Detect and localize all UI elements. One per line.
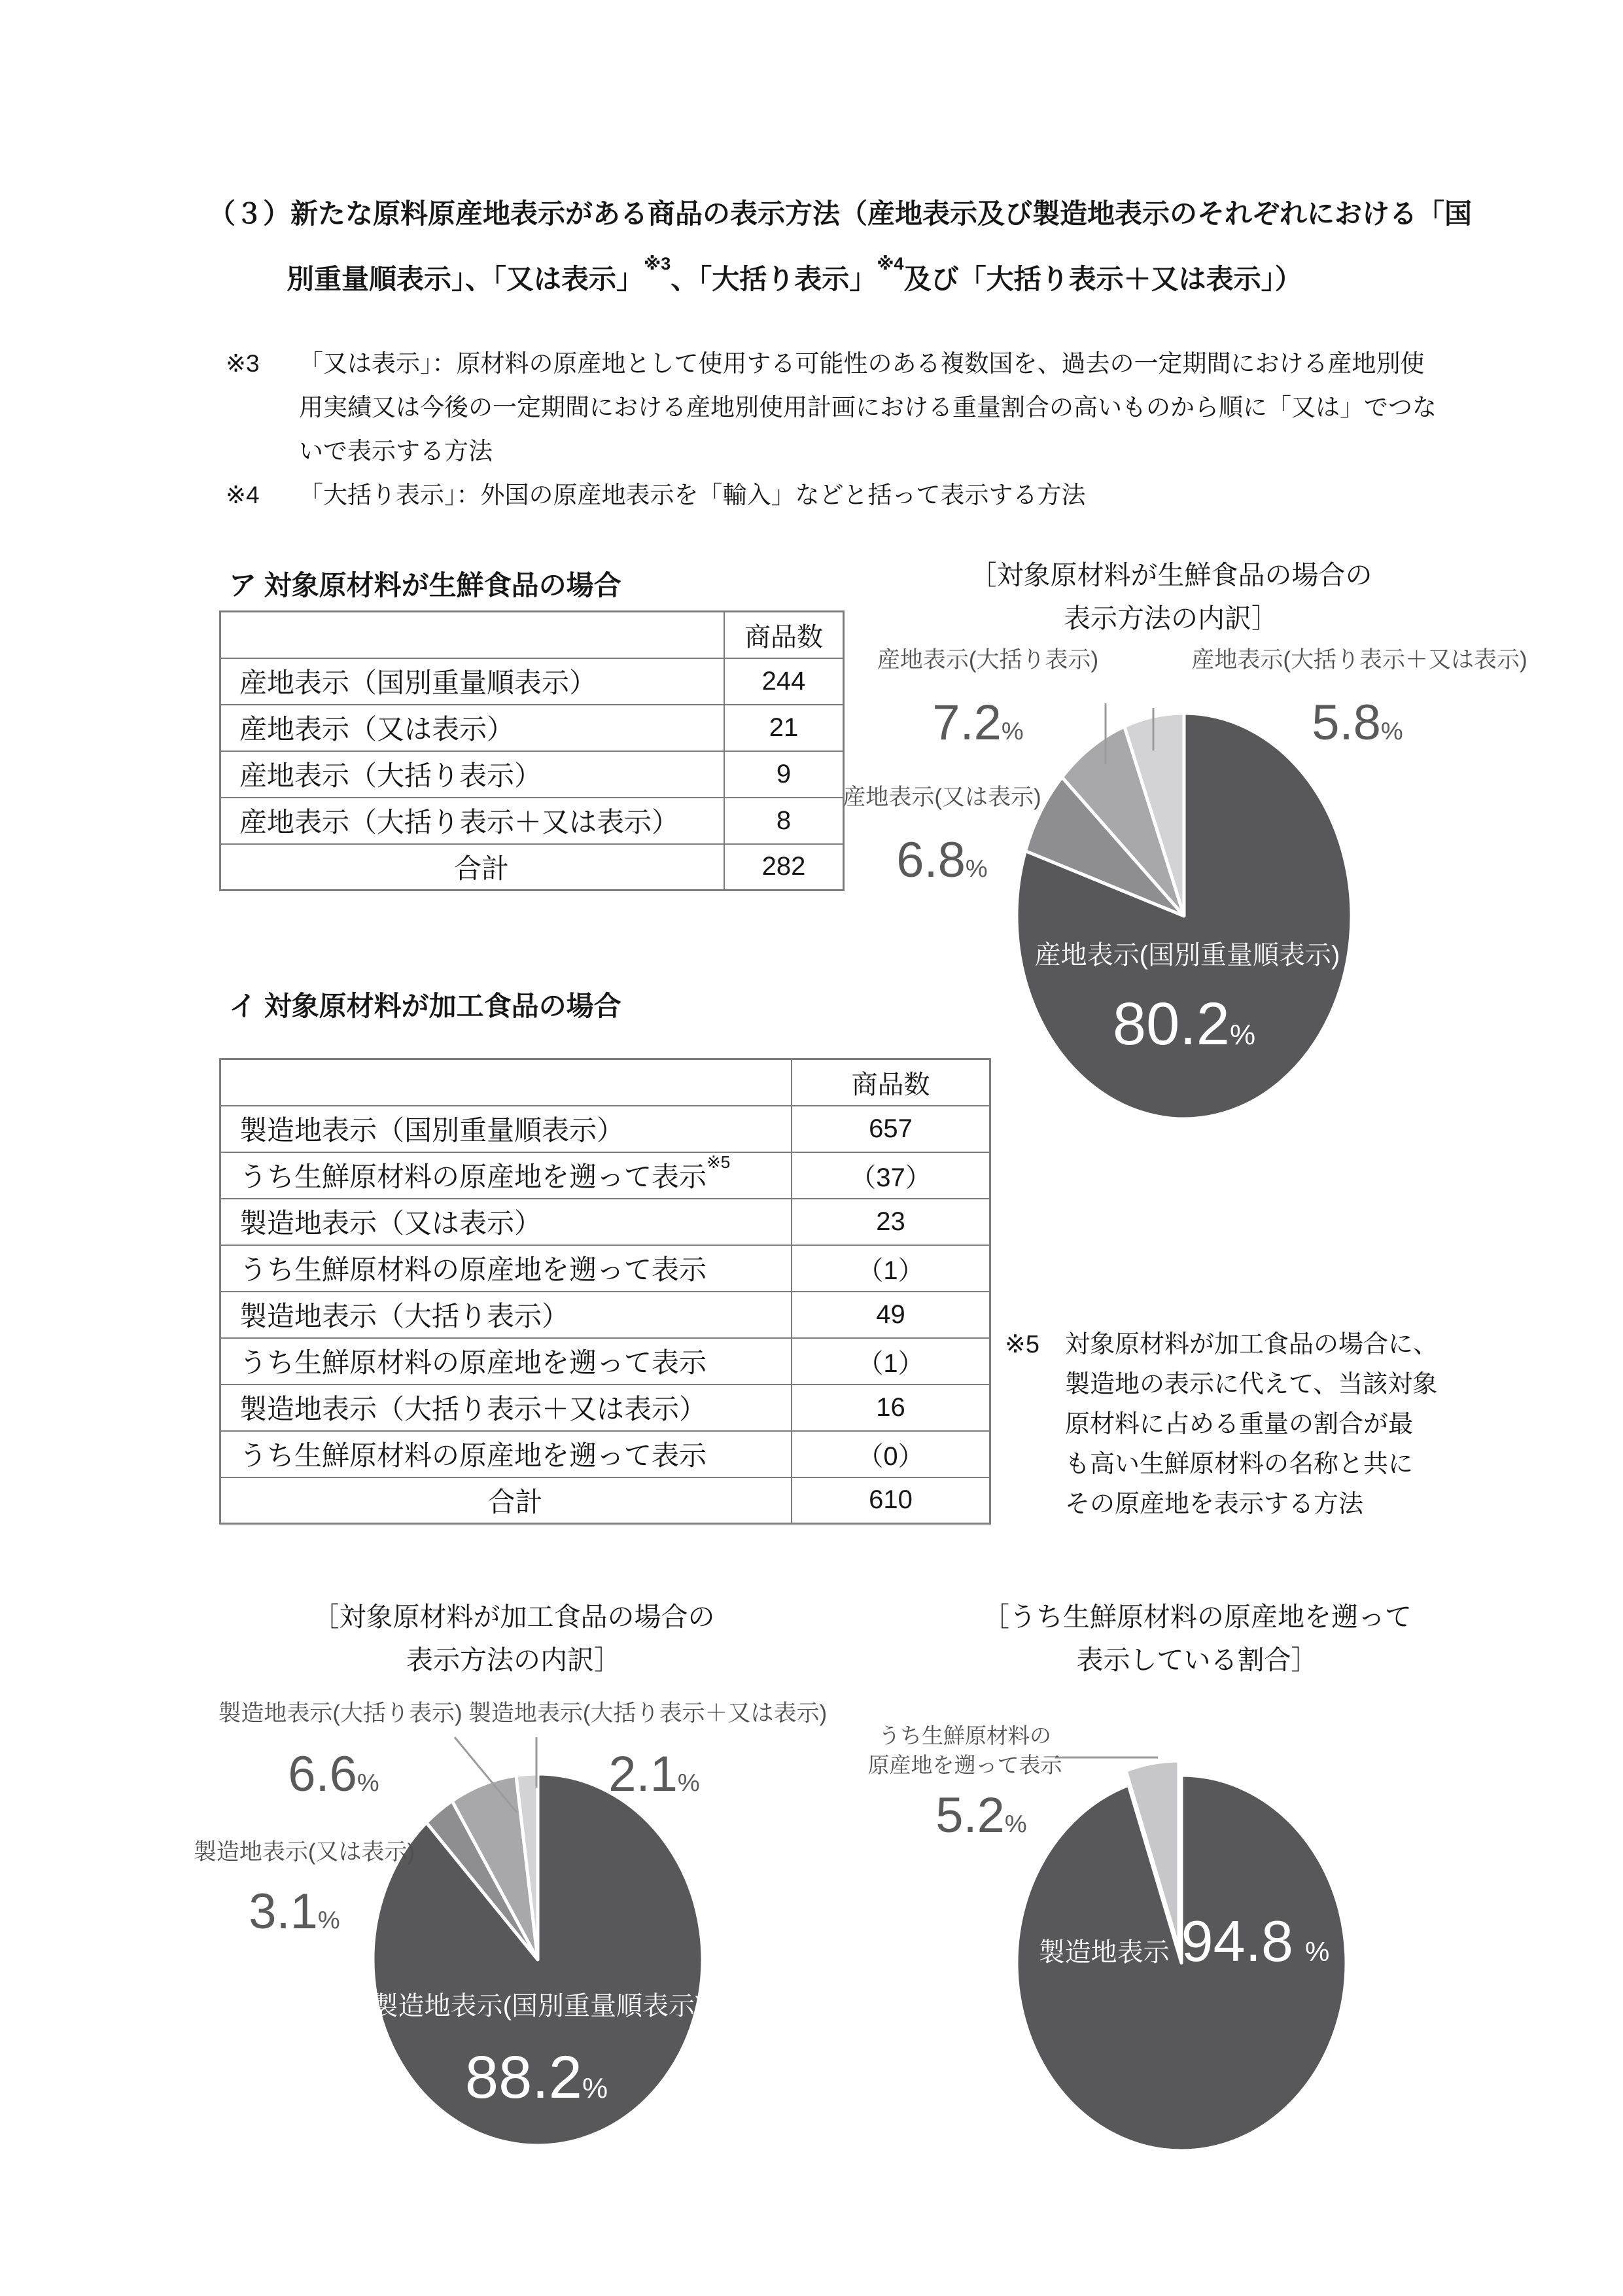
processed-row-label: うち生鮮原材料の原産地を遡って表示$^{※5}$ bbox=[220, 1152, 792, 1199]
slice-value-main: 製造地表示 94.8 % bbox=[1038, 1909, 1330, 1973]
fresh-row-value: 8 bbox=[724, 798, 844, 844]
footnotes-block bbox=[226, 342, 1456, 517]
slice-value-traceback: 5.2% bbox=[935, 1788, 1027, 1843]
processed-total-label: 合計 bbox=[220, 1477, 792, 1524]
processed-header-count: 商品数 bbox=[792, 1059, 990, 1106]
table-row bbox=[220, 658, 844, 705]
slice-label-okuri: 製造地表示(大括り表示) bbox=[218, 1701, 462, 1726]
slice-value-mata: 6.8% bbox=[896, 832, 988, 888]
processed-table bbox=[219, 1058, 991, 1525]
slice-value-okuri: 6.6% bbox=[288, 1746, 379, 1802]
title-footnote4-ref: ※4 bbox=[877, 254, 904, 274]
slice-value-main: 80.2% bbox=[1112, 991, 1256, 1057]
processed-row-label: 製造地表示（国別重量順表示） bbox=[220, 1106, 792, 1152]
fresh-row-label: 産地表示（大括り表示＋又は表示） bbox=[220, 798, 725, 844]
footnote-3-text: 「又は表示」：原材料の原産地として使用する可能性のある複数国を、過去の一定期間における産地別使 用実績又は今後の一定期間における産地別使用計画における重量割合の高いものから順に「又は」でつな いで表示する方法 bbox=[299, 350, 1437, 465]
processed-total-value: 610 bbox=[792, 1477, 990, 1524]
processed-row-label: うち生鮮原材料の原産地を遡って表示 bbox=[220, 1245, 792, 1292]
processed-row-value: 16 bbox=[792, 1385, 990, 1431]
slice-label-okuri-mata: 産地表示(大括り表示＋又は表示) bbox=[1191, 647, 1527, 673]
fresh-total-label: 合計 bbox=[220, 844, 725, 891]
table-row bbox=[220, 798, 844, 844]
section-a-heading: ア 対象原材料が生鮮食品の場合 bbox=[229, 570, 621, 601]
fresh-row-value: 21 bbox=[724, 705, 844, 751]
fresh-row-label: 産地表示（国別重量順表示） bbox=[220, 658, 725, 705]
footnote-5-text: 対象原材料が加工食品の場合に、 製造地の表示に代えて、当該対象 原材料に占める重量の割合が最 も高い生鮮原材料の名称と共に その原産地を表示する方法 bbox=[1065, 1331, 1439, 1518]
slice-label-mata: 産地表示(又は表示) bbox=[843, 785, 1041, 810]
footnote-4-mark: ※4 bbox=[226, 482, 260, 508]
footnote-4-text: 「大括り表示」：外国の原産地表示を「輸入」などと括って表示する方法 bbox=[299, 482, 1086, 508]
processed-row-value: （1） bbox=[792, 1245, 990, 1292]
page-title bbox=[208, 200, 1516, 293]
processed-pie-title: ［対象原材料が加工食品の場合の 表示方法の内訳］ bbox=[312, 1602, 715, 1675]
slice-label-mata: 製造地表示(又は表示) bbox=[193, 1839, 415, 1865]
table-total-row bbox=[220, 1477, 990, 1524]
table-row bbox=[220, 1199, 990, 1245]
processed-row-label: 製造地表示（大括り表示） bbox=[220, 1292, 792, 1338]
fresh-table bbox=[219, 610, 845, 891]
fresh-row-value: 9 bbox=[724, 751, 844, 798]
processed-row-value: （0） bbox=[792, 1431, 990, 1477]
fresh-total-value: 282 bbox=[724, 844, 844, 891]
table-row bbox=[220, 1385, 990, 1431]
slice-value-okuri-mata: 2.1% bbox=[608, 1746, 700, 1802]
footnote-5-mark: ※5 bbox=[1005, 1331, 1039, 1358]
page-title-line1: （３）新たな原料原産地表示がある商品の表示方法（産地表示及び製造地表示のそれぞれにおける「国 bbox=[208, 198, 1473, 229]
processed-row-value: （37） bbox=[792, 1152, 990, 1199]
traceback-pie-title: ［うち生鮮原材料の原産地を遡って 表示している割合］ bbox=[983, 1602, 1412, 1675]
table-row bbox=[220, 1152, 990, 1199]
slice-value-okuri-mata: 5.8% bbox=[1312, 695, 1403, 751]
processed-pie-chart bbox=[118, 1597, 955, 2199]
footnote-3-mark: ※3 bbox=[226, 350, 260, 377]
footnote-5 bbox=[1005, 1325, 1502, 1525]
table-row bbox=[220, 1245, 990, 1292]
table-row bbox=[220, 1431, 990, 1477]
slice-value-okuri: 7.2% bbox=[932, 695, 1024, 751]
table-row bbox=[220, 612, 844, 658]
table-row bbox=[220, 1106, 990, 1152]
slice-label-main: 産地表示(国別重量順表示) bbox=[1034, 941, 1340, 970]
footnote5-ref: ※5 bbox=[707, 1152, 731, 1172]
processed-row-label: うち生鮮原材料の原産地を遡って表示 bbox=[220, 1431, 792, 1477]
fresh-row-label: 産地表示（又は表示） bbox=[220, 705, 725, 751]
processed-row-label: うち生鮮原材料の原産地を遡って表示 bbox=[220, 1338, 792, 1385]
processed-row-value: 23 bbox=[792, 1199, 990, 1245]
traceback-pie-chart bbox=[867, 1597, 1609, 2199]
processed-row-label: 製造地表示（又は表示） bbox=[220, 1199, 792, 1245]
fresh-row-value: 244 bbox=[724, 658, 844, 705]
footnote-3 bbox=[226, 342, 1456, 473]
fresh-header-count: 商品数 bbox=[724, 612, 844, 658]
table-row bbox=[220, 1292, 990, 1338]
table-total-row bbox=[220, 844, 844, 891]
table-row bbox=[220, 751, 844, 798]
slice-label-traceback: うち生鮮原材料の 原産地を遡って表示 bbox=[867, 1723, 1062, 1777]
section-b-heading: イ 対象原材料が加工食品の場合 bbox=[229, 991, 621, 1021]
fresh-row-label: 産地表示（大括り表示） bbox=[220, 751, 725, 798]
traceback-pie-svg bbox=[877, 1597, 1609, 2199]
footnote-4 bbox=[226, 473, 1456, 517]
slice-value-mata: 3.1% bbox=[249, 1884, 340, 1939]
title-footnote3-ref: ※3 bbox=[644, 254, 671, 274]
page-title-line2: 別重量順表示」、「又は表示」$^{※3}$、「大括り表示」$^{※4}$及び「大括り表示＋又は表示」） bbox=[287, 254, 1302, 294]
slice-label-main: 製造地表示(国別重量順表示) bbox=[372, 1992, 704, 2021]
slice-label-okuri: 産地表示(大括り表示) bbox=[877, 647, 1099, 673]
processed-row-value: 657 bbox=[792, 1106, 990, 1152]
table-row bbox=[220, 1338, 990, 1385]
fresh-header-empty bbox=[220, 612, 725, 658]
table-row bbox=[220, 705, 844, 751]
table-row bbox=[220, 1059, 990, 1106]
processed-row-value: （1） bbox=[792, 1338, 990, 1385]
fresh-pie-title: ［対象原材料が生鮮食品の場合の 表示方法の内訳］ bbox=[969, 560, 1372, 633]
slice-label-okuri-mata: 製造地表示(大括り表示＋又は表示) bbox=[468, 1701, 828, 1726]
processed-header-empty bbox=[220, 1059, 792, 1106]
processed-row-value: 49 bbox=[792, 1292, 990, 1338]
processed-row-label: 製造地表示（大括り表示＋又は表示） bbox=[220, 1385, 792, 1431]
slice-value-main: 88.2% bbox=[464, 2044, 608, 2111]
